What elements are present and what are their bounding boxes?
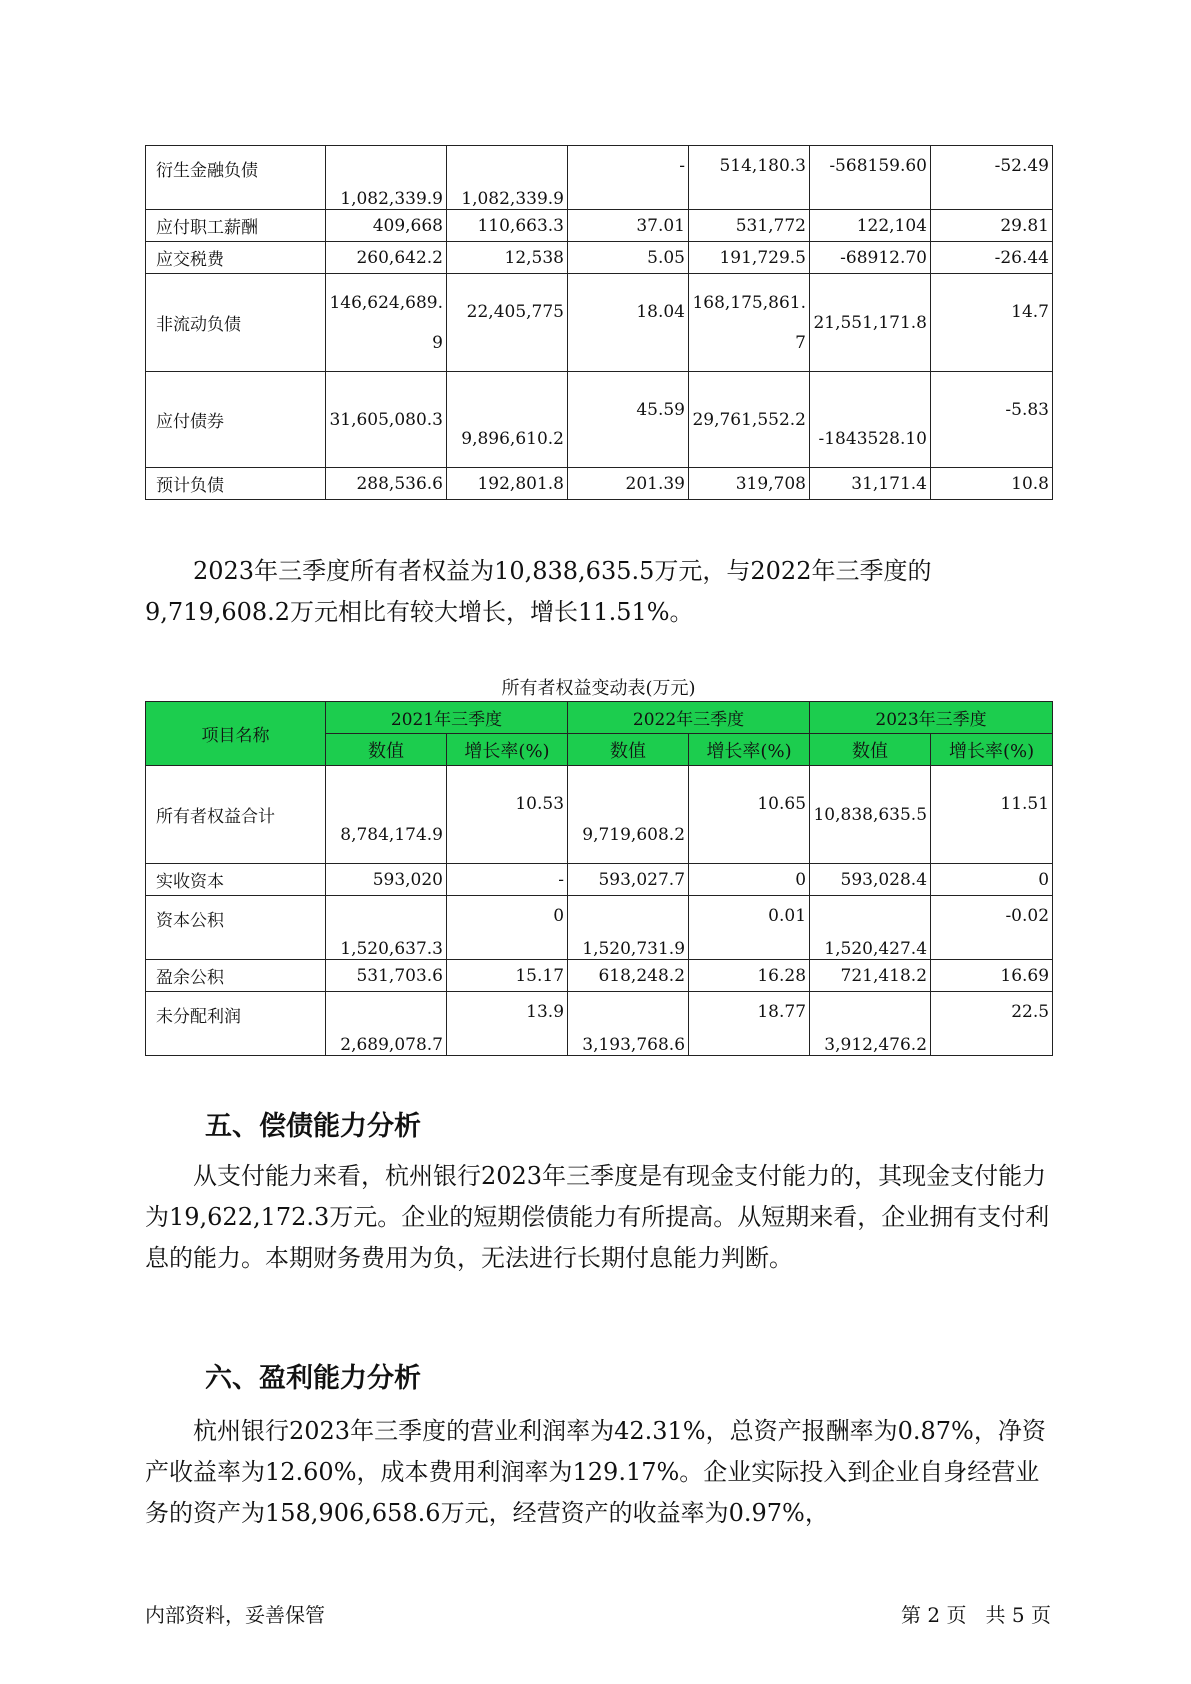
table-cell: 13.9 [447,992,568,1056]
period-header: 2023年三季度 [810,702,1053,734]
table-cell: 201.39 [568,468,689,500]
table-cell: 0.01 [689,896,810,960]
table-cell: 168,175,861.7 [689,274,810,372]
table-row [146,468,1053,500]
table-cell: 10,838,635.5 [810,766,931,864]
table-cell: 29,761,552.2 [689,372,810,468]
table-row [146,372,1053,468]
table-cell: 409,668 [326,210,447,242]
period-header: 2022年三季度 [568,702,810,734]
table-cell: 10.65 [689,766,810,864]
table-cell: 0 [931,864,1053,896]
table-cell: 3,193,768.6 [568,992,689,1056]
table-cell: 11.51 [931,766,1053,864]
table-cell: 618,248.2 [568,960,689,992]
table-cell: 3,912,476.2 [810,992,931,1056]
table-cell: 288,536.6 [326,468,447,500]
table-caption: 所有者权益变动表(万元) [501,678,696,699]
equity-paragraph: 2023年三季度所有者权益为10,838,635.5万元，与2022年三季度的9,719,608.2万元相比有较大增长，增长11.51%。 [145,557,932,626]
table-row [146,992,1053,1056]
growth-header: 增长率(%) [689,734,810,766]
table-cell: 1,082,339.9 [447,146,568,210]
table-cell: 2,689,078.7 [326,992,447,1056]
value-header: 数值 [810,734,931,766]
table-cell: 45.59 [568,372,689,468]
equity-table [145,701,1053,1056]
table-cell: 192,801.8 [447,468,568,500]
table-cell: -68912.70 [810,242,931,274]
footer-note: 内部资料，妥善保管 [145,1603,325,1627]
table-cell: 122,104 [810,210,931,242]
table-cell: 15.17 [447,960,568,992]
table-cell: 10.53 [447,766,568,864]
table-cell: 531,703.6 [326,960,447,992]
row-label: 预计负债 [146,468,326,500]
table-row [146,896,1053,960]
table-cell: 1,520,637.3 [326,896,447,960]
table-cell: - [568,146,689,210]
table-cell: 110,663.3 [447,210,568,242]
section-heading: 六、盈利能力分析 [205,1363,421,1394]
table-cell: 14.7 [931,274,1053,372]
table-cell: 0 [447,896,568,960]
value-header: 数值 [326,734,447,766]
table-cell: 593,020 [326,864,447,896]
item-name-header: 项目名称 [146,702,326,766]
section-paragraph: 从支付能力来看，杭州银行2023年三季度是有现金支付能力的，其现金支付能力为19,622,172.3万元。企业的短期偿债能力有所提高。从短期来看，企业拥有支付利息的能力。本期财务费用为负，无法进行长期付息能力判断。 [145,1162,1050,1272]
table-cell: 9,896,610.2 [447,372,568,468]
growth-header: 增长率(%) [447,734,568,766]
table-cell: 21,551,171.8 [810,274,931,372]
table-cell: -26.44 [931,242,1053,274]
table-cell: -1843528.10 [810,372,931,468]
table-cell: 191,729.5 [689,242,810,274]
table-cell: 1,520,427.4 [810,896,931,960]
table-cell: 29.81 [931,210,1053,242]
table-row [146,766,1053,864]
table-row [146,864,1053,896]
table-cell: 514,180.3 [689,146,810,210]
value-header: 数值 [568,734,689,766]
growth-header: 增长率(%) [931,734,1053,766]
table-row [146,274,1053,372]
table-cell: 18.77 [689,992,810,1056]
section-heading: 五、偿债能力分析 [205,1111,421,1142]
table-cell: 9,719,608.2 [568,766,689,864]
table-cell: -568159.60 [810,146,931,210]
table-cell: 1,520,731.9 [568,896,689,960]
row-label: 应交税费 [146,242,326,274]
table-cell: 22.5 [931,992,1053,1056]
period-header: 2021年三季度 [326,702,568,734]
table-row [146,146,1053,210]
table-cell: 18.04 [568,274,689,372]
row-label: 应付债券 [146,372,326,468]
table-cell: 12,538 [447,242,568,274]
row-label: 未分配利润 [146,992,326,1056]
table-cell: -5.83 [931,372,1053,468]
table-cell: 260,642.2 [326,242,447,274]
row-label: 衍生金融负债 [146,146,326,210]
row-label: 非流动负债 [146,274,326,372]
table-cell: 31,605,080.3 [326,372,447,468]
table-cell: 1,082,339.9 [326,146,447,210]
row-label: 所有者权益合计 [146,766,326,864]
table-cell: 37.01 [568,210,689,242]
table-header-row [146,702,1053,734]
table-cell: 593,028.4 [810,864,931,896]
table-row [146,242,1053,274]
table-cell: -52.49 [931,146,1053,210]
table-cell: 593,027.7 [568,864,689,896]
table-cell: - [447,864,568,896]
table-cell: 8,784,174.9 [326,766,447,864]
liabilities-table [145,145,1053,500]
row-label: 实收资本 [146,864,326,896]
row-label: 资本公积 [146,896,326,960]
table-cell: 10.8 [931,468,1053,500]
section-paragraph: 杭州银行2023年三季度的营业利润率为42.31%，总资产报酬率为0.87%，净资产收益率为12.60%，成本费用利润率为129.17%。企业实际投入到企业自身经营业务的资产为158,906,658.6万元，经营资产的收益率为0.97%， [145,1417,1046,1527]
page-number: 第 2 页 共 5 页 [901,1603,1051,1627]
table-cell: 531,772 [689,210,810,242]
table-cell: 31,171.4 [810,468,931,500]
row-label: 盈余公积 [146,960,326,992]
table-cell: 22,405,775 [447,274,568,372]
table-cell: 0 [689,864,810,896]
table-cell: 721,418.2 [810,960,931,992]
table-cell: 16.69 [931,960,1053,992]
row-label: 应付职工薪酬 [146,210,326,242]
table-row [146,210,1053,242]
table-cell: 319,708 [689,468,810,500]
table-cell: 16.28 [689,960,810,992]
table-cell: 146,624,689.9 [326,274,447,372]
table-cell: 5.05 [568,242,689,274]
table-cell: -0.02 [931,896,1053,960]
table-row [146,960,1053,992]
